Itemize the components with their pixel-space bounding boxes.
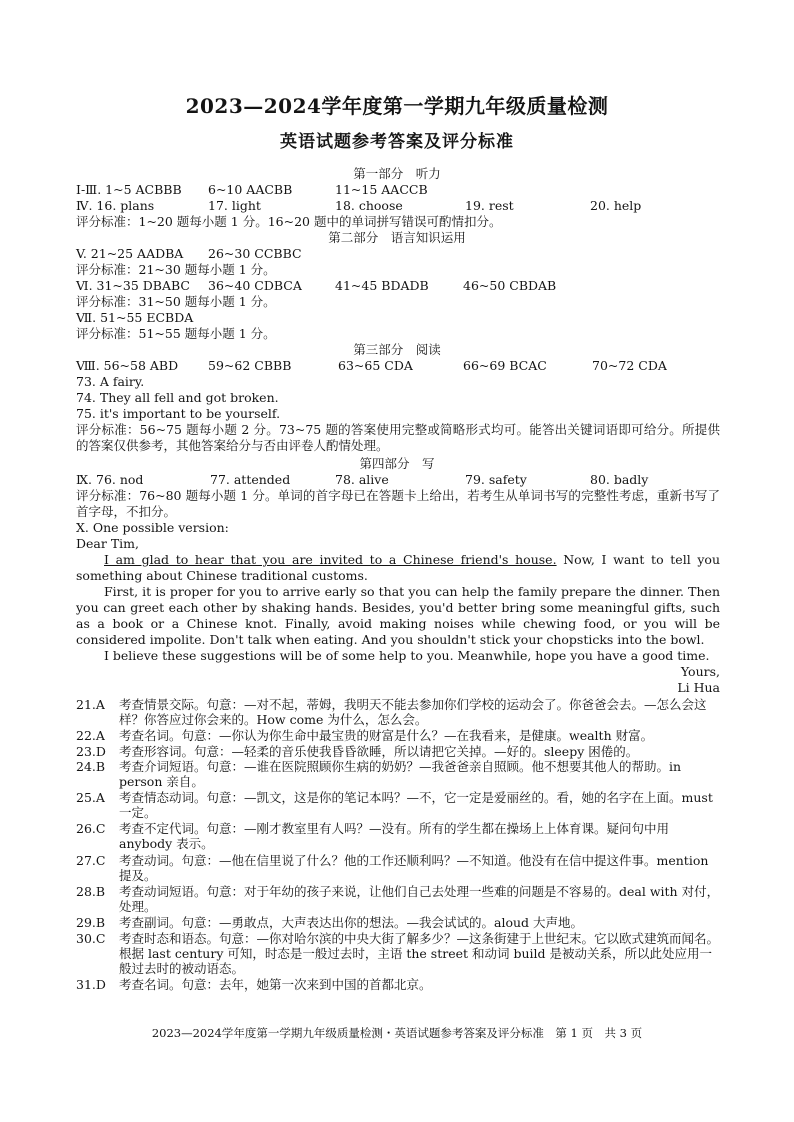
explanation-text: 考查名词。句意：去年，她第一次来到中国的首都北京。	[119, 977, 432, 992]
answers-46-50: 46~50 CBDAB	[463, 278, 557, 293]
part3-score-rule: 评分标准：56~75 题每小题 2 分。73~75 题的答案使用完整或简略形式均可。能答出关键词语即可给分。所提供的答案仅供参考，其他答案给分与否由评卷人酌情处理。	[76, 422, 720, 453]
explanation-text: 考查情态动词。句意：—凯文，这是你的笔记本吗？—不，它一定是爱丽丝的。看，她的名字在上面。must 一定。	[119, 790, 713, 820]
answers-66-69: 66~69 BCAC	[463, 358, 547, 373]
explanation-number: 24.B	[76, 759, 106, 774]
explanation-text: 考查情景交际。句意：—对不起，蒂姆，我明天不能去参加你们学校的运动会了。你爸爸会去。—怎么会这样？你答应过你会来的。How come 为什么，怎么会。	[119, 697, 707, 727]
answers-36-40: 36~40 CDBCA	[208, 278, 302, 293]
answer-19: 19. rest	[465, 198, 514, 213]
explanation-number: 31.D	[76, 977, 106, 992]
explanation-number: 30.C	[76, 931, 106, 946]
answer-74: 74. They all fell and got broken.	[76, 390, 279, 405]
answer-20: 20. help	[590, 198, 642, 213]
answers-6-10: 6~10 AACBB	[208, 182, 293, 197]
document-subtitle: 英语试题参考答案及评分标准	[280, 132, 514, 152]
explanation-text: 考查时态和语态。句意：—你对哈尔滨的中央大街了解多少？—这条街建于上世纪末。它以欧式建筑而闻名。根据 last century 可知，时态是一般过去时，主语 the street 和动词 build 是被动关系，所以此处应用一般过去时的被动语态。	[119, 931, 720, 976]
explanation-number: 26.C	[76, 821, 106, 836]
answer-79: 79. safety	[465, 472, 527, 487]
answer-18: 18. choose	[335, 198, 403, 213]
answers-1-5: Ⅰ-Ⅲ. 1~5 ACBBB	[76, 182, 182, 197]
answers-59-62: 59~62 CBBB	[208, 358, 292, 373]
part1-heading: 第一部分 听力	[353, 166, 441, 181]
explanation-text: 考查介词短语。句意：—谁在医院照顾你生病的奶奶？—我爸爸亲自照顾。他不想要其他人的帮助。in person 亲自。	[119, 759, 682, 789]
answers-41-45: 41~45 BDADB	[335, 278, 429, 293]
answer-16: Ⅳ. 16. plans	[76, 198, 155, 213]
letter-underlined-sentence: I am glad to hear that you are invited to a Chinese friend's house.	[104, 552, 557, 567]
answer-75: 75. it's important to be yourself.	[76, 406, 281, 421]
explanation-number: 21.A	[76, 697, 105, 712]
part4-score-rule: 评分标准：76~80 题每小题 1 分。单词的首字母已在答题卡上给出，若考生从单词书写的完整性考虑，重新书写了首字母，不扣分。	[76, 488, 720, 519]
answer-73: 73. A fairy.	[76, 374, 145, 389]
explanation-text: 考查不定代词。句意：—刚才教室里有人吗？—没有。所有的学生都在操场上上体育课。疑问句中用 anybody 表示。	[119, 821, 670, 851]
answer-76: Ⅸ. 76. nod	[76, 472, 144, 487]
document-title: 2023—2024学年度第一学期九年级质量检测	[185, 94, 609, 118]
letter-paragraph-1	[76, 552, 720, 584]
answers-21-25: V. 21~25 AADBA	[76, 246, 184, 261]
part2-heading: 第二部分 语言知识运用	[328, 230, 466, 245]
answers-31-35: Ⅵ. 31~35 DBABC	[76, 278, 190, 293]
letter-closing: Yours,	[680, 664, 720, 679]
explanation-number: 29.B	[76, 915, 106, 930]
vii-score-rule: 评分标准：51~55 题每小题 1 分。	[76, 326, 276, 341]
writing-version-label: Ⅹ. One possible version:	[76, 520, 229, 535]
explanation-number: 27.C	[76, 853, 106, 868]
letter-paragraph-3: I believe these suggestions will be of some help to you. Meanwhile, hope you have a good time.	[104, 648, 710, 663]
explanation-number: 22.A	[76, 728, 105, 743]
answer-17: 17. light	[208, 198, 261, 213]
letter-paragraph-2: First, it is proper for you to arrive early so that you can help the family prepare the dinner. Then you can greet each other by shaking hands. Besides, you'd better bring some meaningful gifts, such as a book or a Chinese knot. Finally, avoid making noises while chewing food, or you will be considered impolite. Don't talk when eating. And you shouldn't stick your chopsticks into the bowl.	[76, 584, 720, 647]
answers-51-55: Ⅶ. 51~55 ECBDA	[76, 310, 194, 325]
explanation-number: 25.A	[76, 790, 105, 805]
part1-score-rule: 评分标准：1~20 题每小题 1 分。16~20 题中的单词拼写错误可酌情扣分。	[76, 214, 502, 229]
answers-56-58: Ⅷ. 56~58 ABD	[76, 358, 179, 373]
explanation-text: 考查动词。句意：—他在信里说了什么？他的工作还顺利吗？—不知道。他没有在信中提这件事。mention 提及。	[119, 853, 709, 883]
letter-greeting: Dear Tim,	[76, 536, 139, 551]
explanation-text: 考查名词。句意：—你认为你生命中最宝贵的财富是什么？—在我看来，是健康。wealth 财富。	[119, 728, 654, 743]
explanation-text: 考查形容词。句意：—轻柔的音乐使我昏昏欲睡，所以请把它关掉。—好的。sleepy 困倦的。	[119, 744, 639, 759]
explanation-text: 考查动词短语。句意：对于年幼的孩子来说，让他们自己去处理一些难的问题是不容易的。deal with 对付，处理。	[119, 884, 720, 914]
page-footer: 2023—2024学年度第一学期九年级质量检测・英语试题参考答案及评分标准 第 1 页 共 3 页	[151, 1026, 643, 1040]
vi-score-rule: 评分标准：31~50 题每小题 1 分。	[76, 294, 276, 309]
part3-heading: 第三部分 阅读	[353, 342, 441, 357]
answer-80: 80. badly	[590, 472, 649, 487]
letter-signature: Li Hua	[677, 680, 720, 695]
explanation-number: 28.B	[76, 884, 106, 899]
answers-11-15: 11~15 AACCB	[335, 182, 428, 197]
answers-70-72: 70~72 CDA	[592, 358, 667, 373]
answer-78: 78. alive	[335, 472, 389, 487]
part4-heading: 第四部分 写	[359, 456, 435, 471]
answer-77: 77. attended	[210, 472, 291, 487]
answers-63-65: 63~65 CDA	[338, 358, 413, 373]
explanation-number: 23.D	[76, 744, 106, 759]
letter-paragraph-1-rest: Now, I want to tell you something about Chinese traditional customs.	[76, 552, 720, 583]
explanation-text: 考查副词。句意：—勇敢点，大声表达出你的想法。—我会试试的。aloud 大声地。	[119, 915, 584, 930]
v-score-rule: 评分标准：21~30 题每小题 1 分。	[76, 262, 276, 277]
answers-26-30: 26~30 CCBBC	[208, 246, 302, 261]
